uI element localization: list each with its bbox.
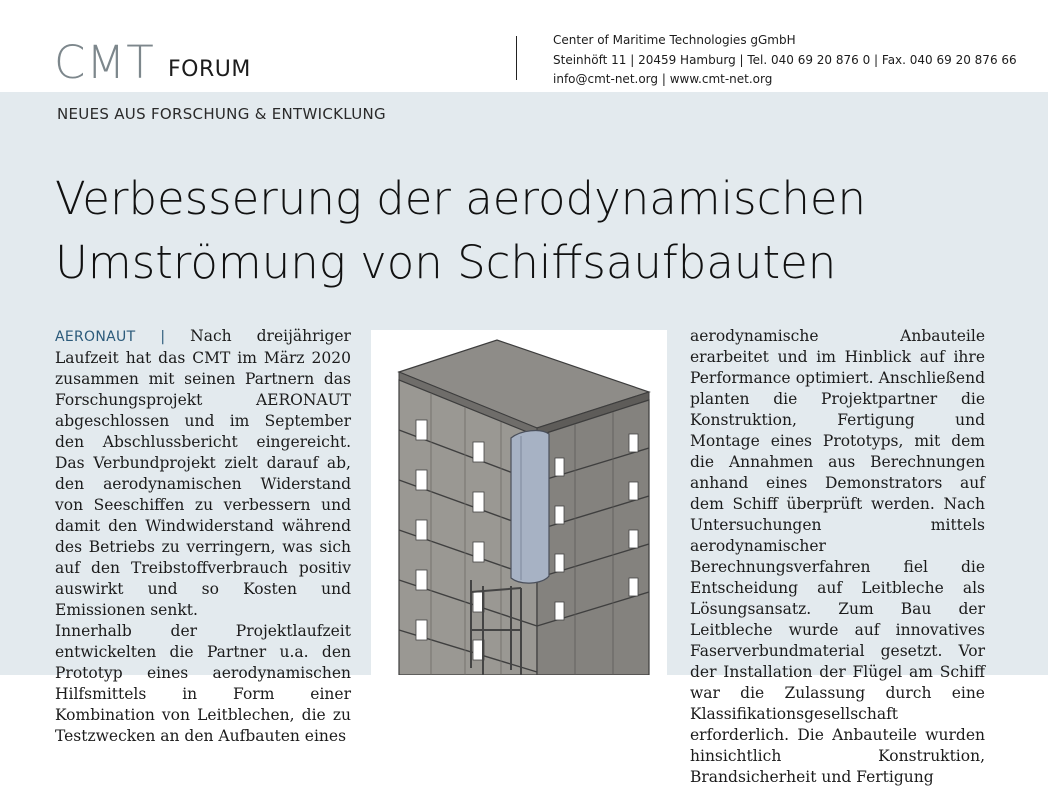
paragraph-1 [55,326,351,621]
forum-logo-label: FORUM [168,57,251,82]
render-svg [371,330,667,675]
paragraph-3: aerodynamische Anbauteile erarbeitet und im Hinblick auf ihre Performance optimiert. Anschließend planten die Projektpartner die Konstruktion, Fertigung und Montage eines Prototyps, mit dem die Annahmen aus Berechnungen anhand eines Demonstrators auf dem Schiff überprüft werden. Nach Untersuchungen mittels aerodynamischer Berechnungsverfahren fiel die Entscheidung auf Leitbleche als Lösungsansatz. Zum Bau der Leitbleche wurde auf innovatives Faserverbundmaterial gesetzt. Vor der Installation der Flügel am Schiff war die Zulassung durch eine Klassifikationsgesellschaft erforderlich. Die Anbauteile wurden hinsichtlich Konstruktion, Brandsicherheit und Fertigung [690,327,985,786]
ship-superstructure-render-image [371,330,667,675]
headline-line-1: Verbesserung der aerodynamischen [55,172,867,225]
article-headline [55,167,1015,295]
section-label: NEUES AUS FORSCHUNG & ENTWICKLUNG [57,105,386,123]
header-divider [516,36,517,80]
article-column-right [690,326,985,788]
article-kicker: AERONAUT [55,329,136,345]
web-line: info@cmt-net.org | www.cmt-net.org [553,72,773,86]
guide-flap [511,431,549,584]
paragraph-1-text: Nach dreijähriger Laufzeit hat das CMT im März 2020 zusammen mit seinen Partnern das Forschungsprojekt AERONAUT abgeschlossen und im September den Abschlussbericht eingereicht. Das Verbundprojekt zielt darauf ab, den aerodynamischen Widerstand von Seeschiffen zu verbessern und damit den Windwiderstand während des Betriebs zu verringern, was sich auf den Treibstoffverbrauch positiv auswirkt und so Kosten und Emissionen senkt. [55,327,351,619]
article-column-left [55,326,351,747]
company-name: Center of Maritime Technologies gGmbH [553,33,796,47]
kicker-separator: | [160,329,166,345]
headline-line-2: Umströmung von Schiffsaufbauten [55,236,837,289]
page-header [0,0,1048,92]
address-line: Steinhöft 11 | 20459 Hamburg | Tel. 040 69 20 876 0 | Fax. 040 69 20 876 66 [553,52,1017,67]
cmt-logo: CMT [54,36,155,89]
paragraph-2: Innerhalb der Projektlaufzeit entwickelten die Partner u.a. den Prototyp eines aerodynamischen Hilfsmittels in Form einer Kombination von Leitblechen, die zu Testzwecken an den Aufbauten eines [55,622,351,745]
contact-block [553,31,1017,90]
